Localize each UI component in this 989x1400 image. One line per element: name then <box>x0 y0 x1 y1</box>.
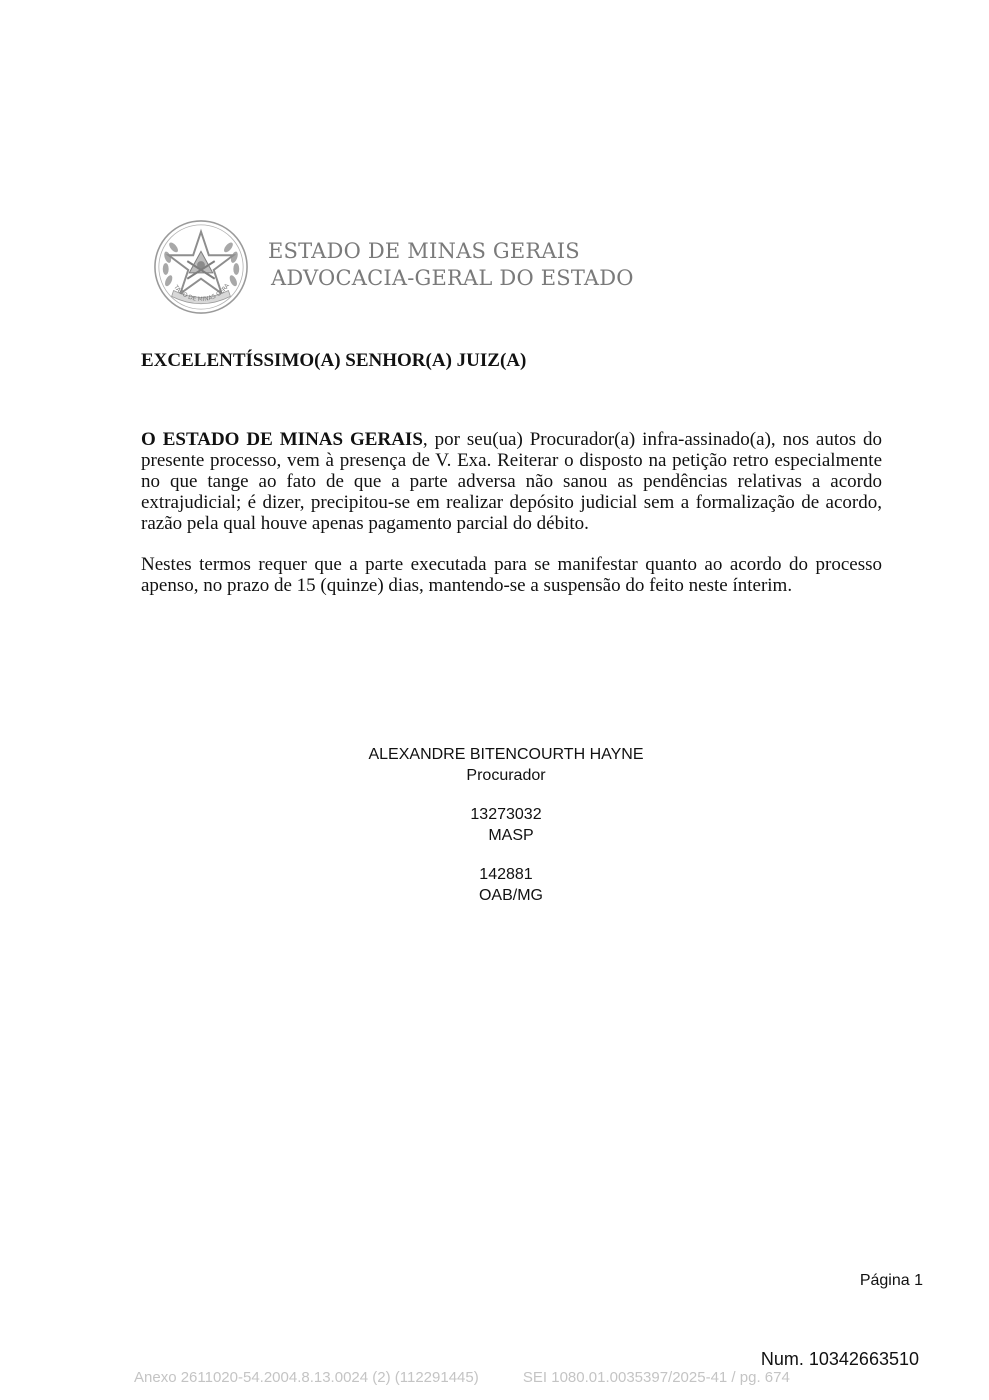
footer-stamp <box>134 1369 790 1386</box>
letterhead <box>152 218 672 318</box>
masp-number: 13273032 <box>470 806 542 823</box>
oab-label: OAB/MG <box>478 887 543 904</box>
letterhead-text <box>268 238 634 292</box>
signature-block <box>300 744 712 924</box>
signer-name: ALEXANDRE BITENCOURTH HAYNE <box>368 746 644 763</box>
state-name: ESTADO DE MINAS GERAIS <box>268 239 580 263</box>
footer-annex: Anexo 2611020-54.2004.8.13.0024 (2) (112291445) <box>134 1369 479 1386</box>
signer-role: Procurador <box>466 767 546 784</box>
footer-sei: SEI 1080.01.0035397/2025-41 / pg. 674 <box>522 1369 790 1386</box>
petition-body <box>141 429 882 616</box>
party-name: O ESTADO DE MINAS GERAIS <box>141 429 423 450</box>
masp-label: MASP <box>488 827 534 844</box>
paragraph-1 <box>141 429 882 534</box>
svg-text:ESTADO DE MINAS GERAIS <box>152 218 231 303</box>
paragraph-2: Nestes termos requer que a parte executada para se manifestar quanto ao acordo do processo apenso, no prazo de 15 (quinze) dias, mantendo-se a suspensão do feito neste ínterim. <box>141 554 882 596</box>
coat-of-arms-icon <box>152 218 250 316</box>
agency-name: ADVOCACIA-GERAL DO ESTADO <box>271 266 634 290</box>
paragraph-1-text: , por seu(ua) Procurador(a) infra-assinado(a), nos autos do presente processo, vem à presença de V. Exa. Reiterar o disposto na petição retro especialmente no que tange ao fato de que a parte adversa não sanou as pendências relativas a acordo extrajudicial; é dizer, precipitou-se em realizar depósito judicial sem a formalização de acordo, razão pela qual houve apenas pagamento parcial do débito. <box>141 429 882 534</box>
document-number: Num. 10342663510 <box>760 1349 919 1369</box>
page-number: Página 1 <box>859 1272 923 1289</box>
seal-text: TADO DE MINAS GERA <box>172 283 231 304</box>
oab-number: 142881 <box>479 866 533 883</box>
salutation-heading: EXCELENTÍSSIMO(A) SENHOR(A) JUIZ(A) <box>141 350 527 371</box>
